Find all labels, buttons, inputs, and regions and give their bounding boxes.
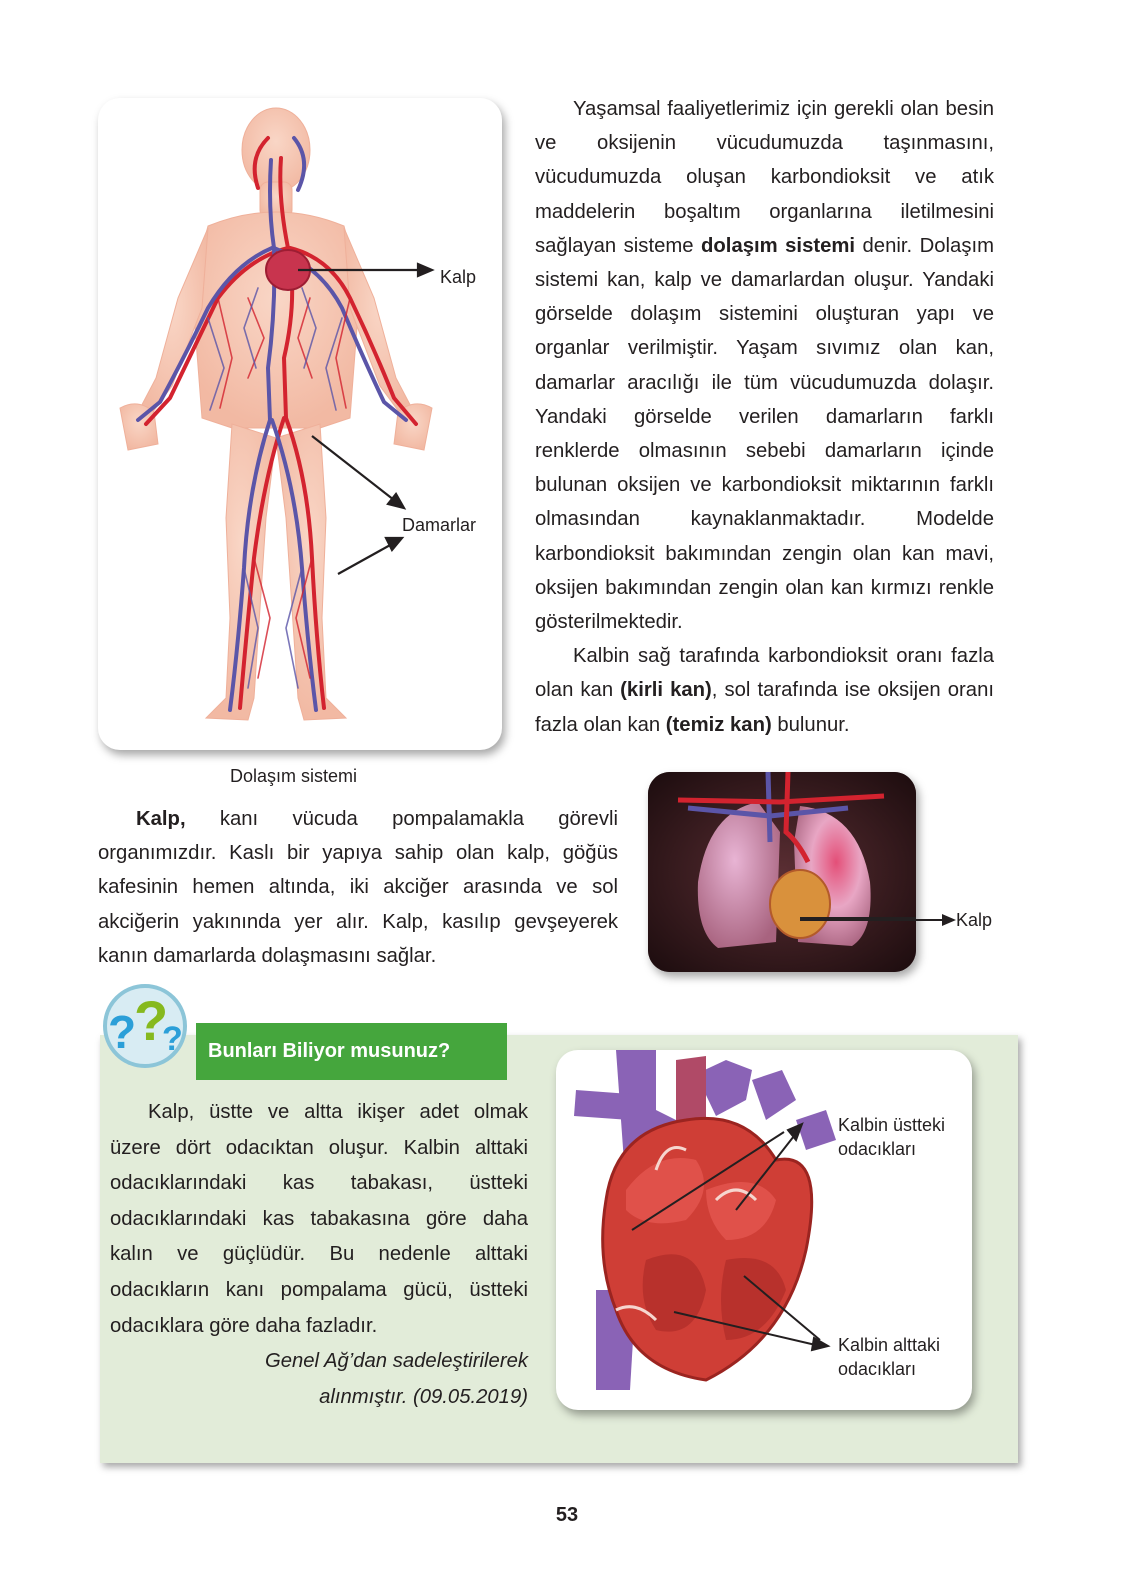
- heart-chambers-illustration: [556, 1050, 972, 1410]
- info-paragraph: Kalp, üstte ve altta ikişer adet olmak üzere dört odacıktan oluşur. Kalbin alttaki odacıklarındaki kas tabakası, üstteki odacıklarındaki kas tabakasına göre daha kalın ve güçlüdür. Bu nedenle alttaki odacıkların kanı pompalama gücü, üstteki odacıklara göre daha fazladır.: [110, 1101, 528, 1337]
- lower-chambers-label-1: Kalbin alttaki: [838, 1335, 941, 1355]
- p1-text-a: Yaşamsal faaliyetlerimiz için gerekli olan besin ve oksijenin vücudumuzda taşınmasını, vücudumuzda oluşan karbondioksit ve atık maddelerin boşaltım organlarına iletilmesini sağlayan sisteme: [535, 98, 994, 257]
- heart-paragraph-text: kanı vücuda pompalamakla görevli organımızdır. Kaslı bir yapıya sahip olan kalp, göğüs kafesinin hemen altında, iki akciğer arasında ve sol akciğerin yakınında yer alır. Kalp, kasılıp gevşeyerek kanın damarlarda dolaşmasını sağlar.: [98, 808, 618, 967]
- lower-chambers-label-2: odacıkları: [838, 1359, 917, 1379]
- svg-text:?: ?: [108, 1006, 137, 1058]
- page-number: 53: [555, 1504, 579, 1526]
- heart-bold-term: Kalp,: [136, 808, 186, 830]
- svg-text:?: ?: [162, 1020, 183, 1058]
- question-marks-icon: [98, 978, 194, 1070]
- p2-bold-dirty-blood: (kirli kan): [620, 679, 712, 702]
- upper-chambers-label-2: odacıkları: [838, 1139, 917, 1159]
- circulation-text: [535, 92, 994, 742]
- heart-chambers-figure: [556, 1050, 972, 1410]
- p1-bold-term: dolaşım sistemi: [701, 234, 856, 257]
- p1-text-b: denir. Dolaşım sistemi kan, kalp ve damarlardan oluşur. Yandaki görselde dolaşım sistemini oluşturan yapı ve organlar verilmiştir. Yaşam sıvımız olan kan, damarlar aracılığı ile tüm vücudumuzda dolaşır. Yandaki görselde verilen damarların farklı renklerde olmasının sebebi damarların içinde bulunan oksijen ve karbondioksit miktarının farklı olmasından kaynaklanmaktadır. Modelde karbondioksit bakımından zengin olan kan mavi, oksijen bakımından zengin olan kan kırmızı renkle gösterilmektedir.: [535, 234, 994, 634]
- did-you-know-title: Bunları Biliyor musunuz?: [196, 1023, 507, 1080]
- circulation-paragraph-1: [535, 92, 994, 639]
- heart-label: Kalp: [440, 267, 477, 287]
- svg-text:?: ?: [134, 989, 169, 1052]
- p2-text-c: bulunur.: [771, 713, 850, 736]
- p2-text-a: Kalbin sağ tarafında karbondioksit oranı fazla olan kan: [535, 645, 994, 702]
- vessels-label: Damarlar: [402, 515, 477, 535]
- lungs-heart-arrow: [800, 910, 960, 930]
- p2-text-b: , sol tarafında ise oksijen oranı fazla olan kan: [535, 679, 994, 736]
- heart-text: [98, 802, 618, 973]
- heart-paragraph: [98, 802, 618, 973]
- info-source-line-1: Genel Ağ’dan sadeleştirilerek: [264, 1350, 528, 1373]
- upper-chambers-label-1: Kalbin üstteki: [838, 1115, 946, 1135]
- circulatory-figure-caption: Dolaşım sistemi: [230, 766, 358, 786]
- info-text: [110, 1095, 528, 1415]
- lungs-heart-illustration: [648, 772, 916, 972]
- p2-bold-clean-blood: (temiz kan): [665, 713, 772, 736]
- circulatory-system-figure: [98, 98, 502, 750]
- circulation-paragraph-2: [535, 639, 994, 742]
- info-source-line-2: alınmıştır. (09.05.2019): [319, 1385, 528, 1408]
- lungs-heart-figure: [648, 772, 916, 972]
- lungs-heart-label: Kalp: [956, 910, 993, 930]
- circulatory-body-illustration: [98, 98, 502, 750]
